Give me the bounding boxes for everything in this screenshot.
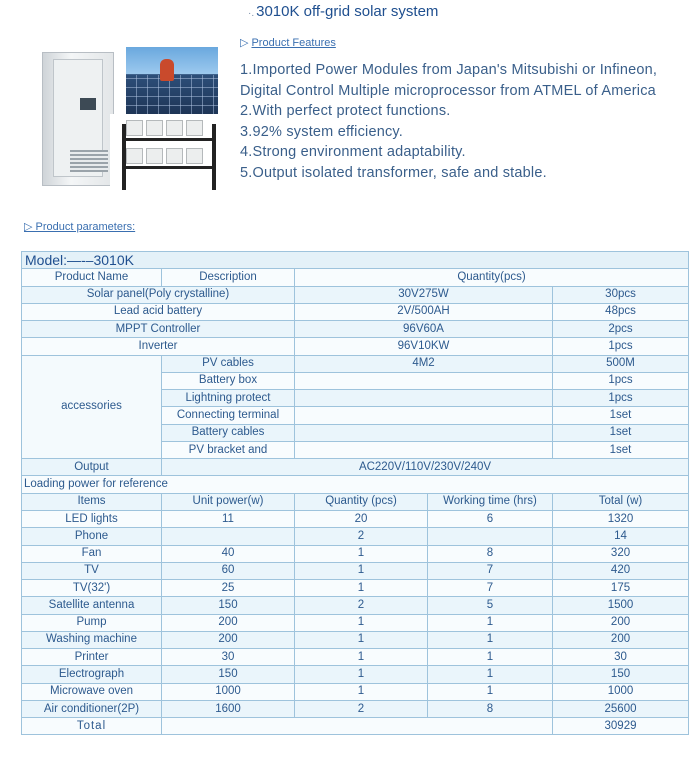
accessory-description-cell <box>295 407 553 424</box>
load-total-cell: 175 <box>553 580 689 597</box>
load-power-cell: 1000 <box>162 683 295 700</box>
load-quantity-cell: 1 <box>295 683 428 700</box>
accessory-row <box>22 355 689 372</box>
accessory-quantity-cell: 1set <box>553 441 689 458</box>
load-item-cell: Satellite antenna <box>22 597 162 614</box>
product-name-cell: Solar panel(Poly crystalline) <box>22 286 295 303</box>
load-row <box>22 631 689 648</box>
triangle-right-icon: ▷ <box>240 37 249 49</box>
quantity-cell: 30pcs <box>553 286 689 303</box>
feature-item: 5.Output isolated transformer, safe and stable. <box>240 164 547 181</box>
accessory-name-cell: Connecting terminal <box>162 407 295 424</box>
load-row <box>22 580 689 597</box>
load-total-cell: 200 <box>553 614 689 631</box>
load-item-cell: LED lights <box>22 510 162 527</box>
load-power-cell: 25 <box>162 580 295 597</box>
load-power-cell: 150 <box>162 666 295 683</box>
load-power-cell <box>162 528 295 545</box>
total-label: Total <box>22 718 162 735</box>
load-quantity-cell: 1 <box>295 545 428 562</box>
load-hours-cell: 1 <box>428 666 553 683</box>
load-row <box>22 562 689 579</box>
product-name-cell: Lead acid battery <box>22 303 295 320</box>
load-total-cell: 200 <box>553 631 689 648</box>
load-power-cell: 40 <box>162 545 295 562</box>
load-quantity-cell: 2 <box>295 528 428 545</box>
load-hours-cell: 1 <box>428 683 553 700</box>
load-total-cell: 1000 <box>553 683 689 700</box>
load-header-row <box>22 493 689 510</box>
load-hours-cell: 8 <box>428 700 553 717</box>
load-power-cell: 1600 <box>162 700 295 717</box>
load-hours-cell: 5 <box>428 597 553 614</box>
load-quantity-cell: 1 <box>295 562 428 579</box>
load-item-cell: Phone <box>22 528 162 545</box>
triangle-right-icon: ▷ <box>24 221 36 233</box>
accessory-quantity-cell: 1pcs <box>553 390 689 407</box>
load-quantity-cell: 20 <box>295 510 428 527</box>
load-total-cell: 420 <box>553 562 689 579</box>
accessory-description-cell: 4M2 <box>295 355 553 372</box>
spec-row <box>22 303 689 320</box>
accessory-quantity-cell: 500M <box>553 355 689 372</box>
load-item-cell: Printer <box>22 649 162 666</box>
accessory-description-cell <box>295 372 553 389</box>
spec-row <box>22 321 689 338</box>
load-hours-cell: 1 <box>428 649 553 666</box>
product-name-cell: Inverter <box>22 338 295 355</box>
load-total-cell: 14 <box>553 528 689 545</box>
loading-power-title: Loading power for reference <box>22 476 689 493</box>
accessories-label: accessories <box>22 355 162 459</box>
load-hours-cell <box>428 528 553 545</box>
feature-item: 2.With perfect protect functions. <box>240 103 451 119</box>
load-row <box>22 510 689 527</box>
load-header-total: Total (w) <box>553 493 689 510</box>
description-cell: 30V275W <box>295 286 553 303</box>
load-power-cell: 200 <box>162 631 295 648</box>
header-description: Description <box>162 269 295 286</box>
spec-row <box>22 286 689 303</box>
load-row <box>22 649 689 666</box>
feature-item: Digital Control Multiple microprocessor from ATMEL of America <box>240 82 656 99</box>
load-total-cell: 25600 <box>553 700 689 717</box>
accessory-quantity-cell: 1set <box>553 407 689 424</box>
description-cell: 2V/500AH <box>295 303 553 320</box>
feature-item: 4.Strong environment adaptability. <box>240 144 466 160</box>
model-title: Model:—-–3010K <box>22 252 689 269</box>
load-hours-cell: 7 <box>428 562 553 579</box>
load-quantity-cell: 1 <box>295 580 428 597</box>
load-item-cell: Electrograph <box>22 666 162 683</box>
product-features-link[interactable]: ▷ Product Features <box>240 37 336 49</box>
load-power-cell: 60 <box>162 562 295 579</box>
title-text: 3010K off-grid solar system <box>256 3 439 20</box>
header-product-name: Product Name <box>22 269 162 286</box>
accessory-name-cell: Lightning protect <box>162 390 295 407</box>
load-item-cell: Pump <box>22 614 162 631</box>
load-total-cell: 150 <box>553 666 689 683</box>
load-row <box>22 597 689 614</box>
load-item-cell: Fan <box>22 545 162 562</box>
quantity-cell: 1pcs <box>553 338 689 355</box>
spec-row <box>22 338 689 355</box>
inverter-cabinet-photo <box>42 52 114 186</box>
load-hours-cell: 7 <box>428 580 553 597</box>
load-power-cell: 150 <box>162 597 295 614</box>
load-header-quantity: Quantity (pcs) <box>295 493 428 510</box>
accessory-description-cell <box>295 424 553 441</box>
load-hours-cell: 1 <box>428 631 553 648</box>
load-quantity-cell: 2 <box>295 597 428 614</box>
load-item-cell: TV <box>22 562 162 579</box>
load-row <box>22 683 689 700</box>
load-item-cell: Washing machine <box>22 631 162 648</box>
load-quantity-cell: 1 <box>295 666 428 683</box>
load-item-cell: Microwave oven <box>22 683 162 700</box>
output-label: Output <box>22 459 162 476</box>
total-row <box>22 718 689 735</box>
product-parameters-link[interactable]: ▷ Product parameters: <box>24 221 136 233</box>
load-row <box>22 666 689 683</box>
load-row <box>22 528 689 545</box>
header-quantity: Quantity(pcs) <box>295 269 689 286</box>
load-row <box>22 614 689 631</box>
accessory-name-cell: Battery cables <box>162 424 295 441</box>
load-quantity-cell: 1 <box>295 631 428 648</box>
load-total-cell: 1500 <box>553 597 689 614</box>
accessory-quantity-cell: 1set <box>553 424 689 441</box>
feature-list <box>240 60 695 183</box>
load-quantity-cell: 1 <box>295 614 428 631</box>
accessory-name-cell: Battery box <box>162 372 295 389</box>
load-header-unit-power: Unit power(w) <box>162 493 295 510</box>
solar-roof-photo <box>126 47 218 114</box>
load-item-cell: Air conditioner(2P) <box>22 700 162 717</box>
load-power-cell: 200 <box>162 614 295 631</box>
quantity-cell: 2pcs <box>553 321 689 338</box>
load-hours-cell: 6 <box>428 510 553 527</box>
description-cell: 96V10KW <box>295 338 553 355</box>
accessory-name-cell: PV bracket and <box>162 441 295 458</box>
feature-item: 3.92% system efficiency. <box>240 123 404 140</box>
accessory-name-cell: PV cables <box>162 355 295 372</box>
quantity-cell: 48pcs <box>553 303 689 320</box>
output-value: AC220V/110V/230V/240V <box>162 459 689 476</box>
load-row <box>22 545 689 562</box>
accessory-description-cell <box>295 390 553 407</box>
load-header-working-time: Working time (hrs) <box>428 493 553 510</box>
page-title <box>248 3 438 20</box>
total-empty-cell <box>162 718 553 735</box>
load-total-cell: 320 <box>553 545 689 562</box>
load-quantity-cell: 2 <box>295 700 428 717</box>
spec-table <box>21 251 689 735</box>
load-header-items: Items <box>22 493 162 510</box>
load-quantity-cell: 1 <box>295 649 428 666</box>
accessory-quantity-cell: 1pcs <box>553 372 689 389</box>
load-hours-cell: 8 <box>428 545 553 562</box>
total-value: 30929 <box>553 718 689 735</box>
load-power-cell: 30 <box>162 649 295 666</box>
load-total-cell: 30 <box>553 649 689 666</box>
feature-item: 1.Imported Power Modules from Japan's Mitsubishi or Infineon, <box>240 62 658 78</box>
title-prefix: ·. <box>248 8 255 19</box>
battery-rack-photo <box>110 114 222 190</box>
accessory-description-cell <box>295 441 553 458</box>
load-hours-cell: 1 <box>428 614 553 631</box>
load-total-cell: 1320 <box>553 510 689 527</box>
load-item-cell: TV(32') <box>22 580 162 597</box>
load-power-cell: 11 <box>162 510 295 527</box>
load-row <box>22 700 689 717</box>
loading-title-row <box>22 476 689 493</box>
description-cell: 96V60A <box>295 321 553 338</box>
output-row <box>22 459 689 476</box>
product-name-cell: MPPT Controller <box>22 321 295 338</box>
